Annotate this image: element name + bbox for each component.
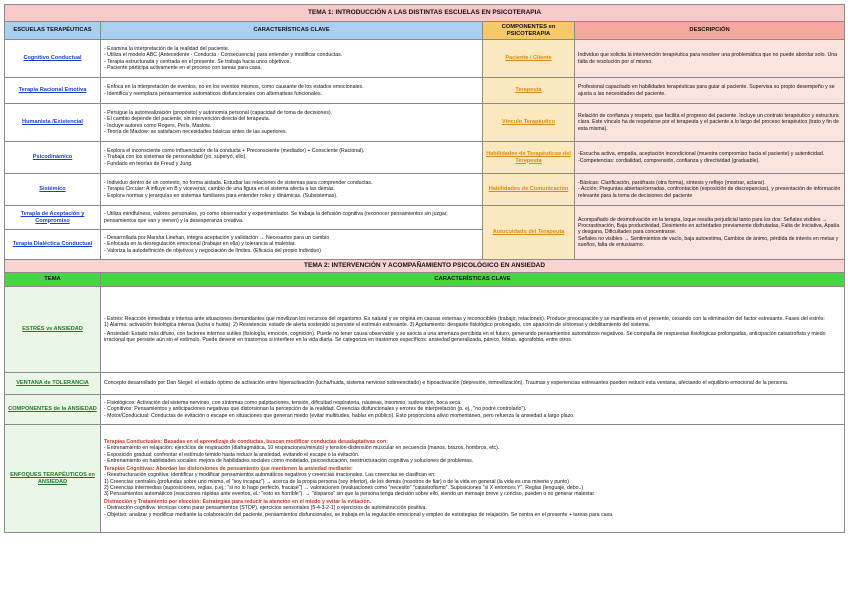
topic-name[interactable]: ESTRÉS vs ANSIEDAD bbox=[5, 287, 101, 373]
school-features: - Persigue la autorrealización (propósito) y autonomía personal (capacidad de toma de decisiones). - El cambio depende del paciente, sin intervención directa del terapeuta. - Incluye autores como Rogers, Perls, Maslow. - Teoría de Maslow: se satisfacen necesidades básicas antes de las superiores. bbox=[101, 104, 483, 142]
component-name[interactable]: Autocuidado del Terapeuta bbox=[483, 206, 575, 260]
document-page bbox=[4, 4, 844, 533]
topic-features: - Fisiológicos: Activación del sistema nervioso, con síntomas como palpitaciones, tensión, dificultad respiratoria, náuseas, insomnio, sudoración, boca seca. - Cognitivos: Pensamientos y anticipaciones negativas que distorsionan la percepción de la realidad. Creencias disfuncionales y errores de interpretación (p. ej., "no podré controlarlo"). - Motor/Conductual: Conductas de evitación o escape en situaciones que generan miedo (evitar multitudes, hablar en público). Esto proporciona alivio momentáneo, pero refuerza la ansiedad a largo plazo. bbox=[101, 395, 845, 425]
tema1-title: TEMA 1: INTRODUCCIÓN A LAS DISTINTAS ESCUELAS EN PSICOTERAPIA bbox=[5, 5, 845, 22]
school-name[interactable]: Terapia de Aceptación y Compromiso bbox=[5, 206, 101, 230]
topic-name[interactable]: ENFOQUES TERAPÉUTICOS en ANSIEDAD bbox=[5, 425, 101, 533]
school-name[interactable]: Humanista /Existencial bbox=[5, 104, 101, 142]
school-name[interactable]: Terapia Dialéctica Conductual bbox=[5, 230, 101, 260]
school-name[interactable]: Terapia Racional Emotiva bbox=[5, 78, 101, 104]
topic-features: Terapias Conductuales: Basadas en el aprendizaje de conductas, buscan modificar conductas desadaptativas con: - Entrenamiento en relajación: ejercicios de respiración (diafragmática, 10 respiraciones/minuto) y tensión-distensión muscular en secuencia (manos, brazos, hombros, etc). - Exposición gradual: confrontar el estímulo temido hasta reducir la ansiedad, evitando el escape o la evitación. - Entrenamiento en habilidades sociales: mejora de habilidades sociales como modelado, psicoeducación, reestructuración cognitiva y soluciones de problemas. Terapias Cognitivas: Abordan las distorsiones de pensamiento que mantienen la ansiedad mediante: - Reestructuración cognitiva: identificar y modificar pensamientos automáticos negativos y creencias irracionales. Las creencias se clasifican en: 1) Creencias centrales (profundas sobre uno mismo, el "soy incapaz") → acerca de la propia persona (soy inferior), de los demás (nosotros de fiar) o de la vida en general (la vida es una miseria y punto) 2) Creencias intermedias (suposiciones, reglas, p.ej.: "si no lo hago perfecto, fracasé") → valoraciones (evaluaciones como "necesito" "catastrofismo". Suposiciones "si X entonces Y". Reglas (lenguaje, debo..) 3) Pensamientos automáticos (reacciones rápidas ante eventos, el.: "esto es horrible"). → "disparos" sin que la persona tenga decisión sobre ello, siendo un mensaje breve y conciso, pueden o no generar malestar Distracción y Tratamiento por elección: Estrategias para reducir la atención en el miedo y evitar la evitación. - Distracción cognitiva: técnicas como parar pensamientos (STOP), ejercicios sensoriales (5-4-3-2-1) o ejercicios de autoinstrucción positiva. - Objetivo: analizar y modificar mediante la colaboración del paciente, pensamientos disfuncionales, se trabaja en la regulación emocional y empleo de estrategias de relajación. Se centra en el presente + tareas para casa. bbox=[101, 425, 845, 533]
component-desc: Relación de confianza y respeto, que facilita el progreso del paciente. Incluye un contrato terapéutico y estructura clara. Este vínculo ha de respetarse por el terapeuta y el paciente a lo largo del proceso terapéutico (trato y fin de esta misma). bbox=[575, 104, 845, 142]
school-features: - Examina la interpretación de la realidad del paciente. - Utiliza el modelo ABC (Antecedente - Conducta - Consecuencia) para entender y modificar conductas. - Terapia estructurada y centrada en el presente. Se trabaja hacia unos objetivos. - Paciente participa activamente en el proceso con tareas para casa. bbox=[101, 40, 483, 78]
school-name[interactable]: Cognitivo Conductual bbox=[5, 40, 101, 78]
school-features: - Explora el inconsciente como influenciador de la conducta + Preconsciente (mediador) + Consciente (Racional). - Trabaja con los sistemas de personalidad (yo, superyó, ello). - Fundado en teorías de Freud y Jung. bbox=[101, 142, 483, 174]
header-tema: TEMA bbox=[5, 273, 101, 287]
header-caracteristicas-2: CARACTERÍSTICAS CLAVE bbox=[101, 273, 845, 287]
component-name[interactable]: Vínculo Terapéutico bbox=[483, 104, 575, 142]
header-caracteristicas: CARACTERÍSTICAS CLAVE bbox=[101, 22, 483, 40]
topic-name[interactable]: COMPONENTES de la ANSIEDAD bbox=[5, 395, 101, 425]
component-desc: -Escucha activa, empatía, aceptación incondicional (muestra compromiso hacia el paciente) y autenticidad. -Competencias: cordialidad, comprensión, confianza y directividad (graduable). bbox=[575, 142, 845, 174]
school-features: - Desarrollada por Marsha Linehan, integra aceptación y validación → Necesarios para un cambio - Enfocada en la desregulación emocional (trabajar en ella) y tolerancia al malestar. - Valoriza la autodefinición de objetivos y negociación de límites. (Eficacia del propio individuo) bbox=[101, 230, 483, 260]
component-name[interactable]: Paciente / Cliente bbox=[483, 40, 575, 78]
component-desc: Acompañado de desmotivación en la terapia, loque resulta perjudicial tanto para los dos: Señales visibles → Procrastinación, Baja productividad, Desinterés en actividades previamente disfrutadas, Falta de Iniciativa, Apatía y desgana, Dificultades para concentrarse. Señales no visibles → Sentimientos de vacío, baja autoestima, Cambios de ánimo, pérdida de interés en metas y sueños, falta de entusiasmo. bbox=[575, 206, 845, 260]
header-escuelas: ESCUELAS TERAPÉUTICAS bbox=[5, 22, 101, 40]
tema2-title: TEMA 2: INTERVENCIÓN Y ACOMPAÑAMIENTO PSICOLÓGICO EN ANSIEDAD bbox=[5, 260, 845, 273]
school-name[interactable]: Sistémico bbox=[5, 174, 101, 206]
school-features: - Utiliza mindfulness, valores personales, yo como observador y experimentador. Se trabaja la defusión cognitiva (reconocer pensamientos sin juzgar, pensamientos que van y vienen) y la desesperanza creativa. bbox=[101, 206, 483, 230]
topic-name[interactable]: VENTANA de TOLERANCIA bbox=[5, 373, 101, 395]
topic-features: - Estrés: Reacción inmediata e intensa ante situaciones demandantes que movilizan los recursos del organismo. Es natural y se origina en causas externas y reconocibles (trabajo, relaciones). Produce preocupación y se manifiesta en el presente, cesando con la eliminación del factor estresante. Fases del estrés: 1) Alarma: activación fisiológica intensa (lucha o huida). 2) Resistencia: estado de alerta sostenido si persiste el estímulo estresante. 3) Agotamiento: desgaste fisiológico prolongado, con aparición de síntomas y debilitamiento del sistema. - Ansiedad: Estado más difuso, con factores internos sutiles (fisiología, emoción, cognición). Puede no tener causa observable y se asocia a una amenaza percibida en el futuro, generando pensamientos automáticos negativos. Se compaña de respuestas fisiológicas prolongadas, anticipación catastrofista y miedo irracional que persiste aún sin el estímulo. Puede devenir en trastornos si interfiere en la vida diaria. Se categoriza en trastornos específicos: ansiedad generalizada, pánico, fobias, agorafobia, entre otros. bbox=[101, 287, 845, 373]
component-name[interactable]: Habilidades de Terapéuticas del Terapeuta bbox=[483, 142, 575, 174]
component-name[interactable]: Habilidades de Comunicación bbox=[483, 174, 575, 206]
topic-features: Concepto desarrollado por Dan Siegel: el estado óptimo de activación entre hiperactivación (lucha/huida, sistema nervioso sobreexcitado) e hipoactivación (depresión, inmovilización). Traumas y experiencias estresantes pueden reducir esta ventana, afectando el equilibrio emocional de la persona. bbox=[101, 373, 845, 395]
component-name[interactable]: Terapeuta bbox=[483, 78, 575, 104]
component-desc: Individuo que solicita la intervención terapéutica para resolver una problemática que no puede abordar solo. Una falta de resolución por sí mismo. bbox=[575, 40, 845, 78]
component-desc: Profesional capacitado en habilidades terapéuticas para guiar al paciente. Supervisa su propio desempeño y se ajusta a las necesidades del paciente. bbox=[575, 78, 845, 104]
header-descripcion: DESCRIPCIÓN bbox=[575, 22, 845, 40]
summary-table bbox=[4, 4, 845, 533]
component-desc: -Básicas: Clarificación, paráfrasis (otra forma), síntesis y reflejo (mostrar, aclarar). - Acción: Preguntas abiertas/cerradas, confrontación (exposición de discrepancias), y presentación de información relevante para la toma de decisiones del paciente bbox=[575, 174, 845, 206]
school-features: - Individuo dentro de un contexto, no forma aislada. Estudiar las relaciones de sistemas para comprender conductas. - Terapia Circular: A influye en B y viceversa; cambio de una figura en el sistema afecta a las demás. - Explora normas y jerarquías en sistemas familiares para entender roles y dinámicas. (Subsistemas). bbox=[101, 174, 483, 206]
header-componentes: COMPONENTES en PSICOTERAPIA bbox=[483, 22, 575, 40]
school-features: - Enfoca en la interpretación de eventos, no en los eventos mismos, como causante de los estados emocionales. - Identifica y reemplaza pensamientos automáticos disfuncionales con alternativas funcionales. bbox=[101, 78, 483, 104]
school-name[interactable]: Psicodinámico bbox=[5, 142, 101, 174]
